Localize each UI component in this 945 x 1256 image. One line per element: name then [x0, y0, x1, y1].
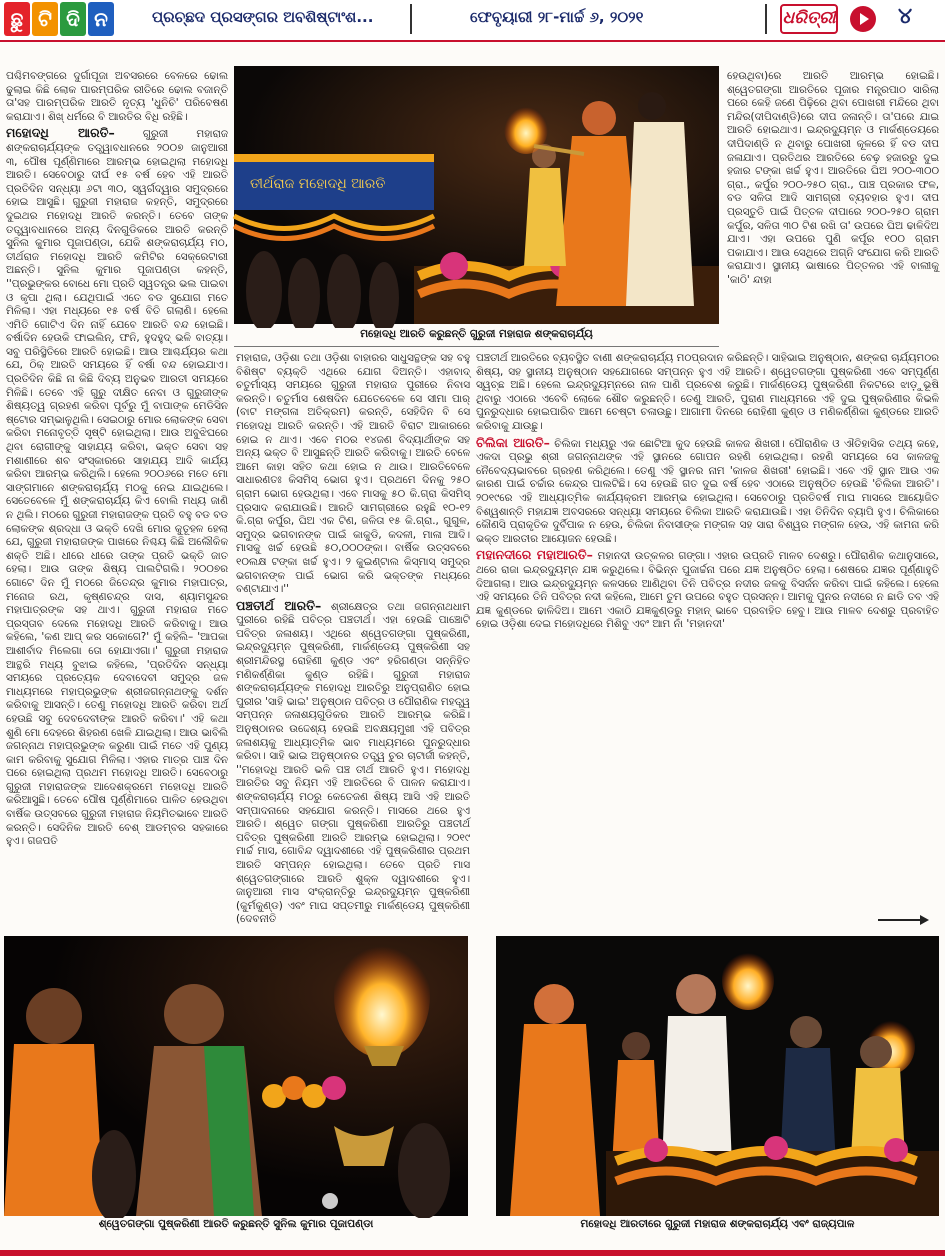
article-paragraph: ମହାନଦୀରେ ମହାଆରତି– ମହାନଦୀ ଉତ୍କଳର ଗଙ୍ଗା। ଏହାର ଉପ୍ରତି ମାଳବ ଦେଶରୁ। ପୌରାଣିକ କଥାନୁସାରେ, ଥରେ ରାଜା ଇନ୍ଦ୍ରଦ୍ୟୁମ୍ନ ଯଜ୍ଞ କରୁଥିଲେ। ବିଭିନ୍ନ ପୁଜାର୍ଚ୍ଚନା ପରେ ଯଜ୍ଞ ଅନୁଷ୍ଠିତ ହେଲା। ଶେଷରେ ଯଜ୍ଞର ପୂର୍ଣ୍ଣାହୁତି ଦିଆଗଲା। ଆଉ ଇନ୍ଦ୍ରଦ୍ୟୁମ୍ନ କଳସରେ ଆଣିଥିବା ତିନି ପବିତ୍ର ନଦୀର ଜଳକୁ ବିସର୍ଜନ କରିବା ପାଇଁ କହିଲେ। ହେଲେ ଏହି ସମୟରେ ତିନି ପବିତ୍ର ନଦୀ କହିଲେ, ଆମେ ତୁମ ଉପରେ ବହୁତ ପ୍ରସନ୍ନ। ଆମକୁ ପୁନର ନଦୀରେ ନ ଛାଡି ତବ ଏହି ଯଜ୍ଞ କୁଣ୍ଡରେ ଢାଳିଦିଅ। ଆମେ ଏକାଠି ଯଜ୍ଞକୁଣ୍ଡରୁ ମହାନ୍ ଭାବେ ପ୍ରବାହିତ ହେବୁ। ଆଉ ମାଳବ ଦେଶରୁ ପ୍ରବାହିତ ହୋଇ ଓଡ଼ିଶା ଦେଇ ମହୋଦଧିରେ ମିଶିବୁ ଏବଂ ଆମ ନାଁ 'ମହାନଦୀ': [476, 547, 939, 631]
logo-letter: ଟି: [32, 2, 58, 36]
section-title: ପ୍ରଚ୍ଛଦ ପ୍ରସଙ୍ଗର ଅବଶିଷ୍ଟାଂଶ...: [152, 8, 374, 26]
subheading: ମହୋଦଧି ଆରତି–: [6, 125, 115, 141]
article-paragraph: ପଶ୍ଚିମବଙ୍ଗରେ ଦୁର୍ଗାପୂଜା ଅବସରରେ ବେଳରେ ଢୋଲ ଢୁଲାଇ କିଛି ଲୋକ ପାରମ୍ପରିକ ରୀତିରେ ଢୋଲ ବଜାନ୍ତି ତା'ସହ ପାରମ୍ପରିକ ଆରତି ନୃତ୍ୟ 'ଧୁନିଚି' ପରିବେଷଣ କରାଯାଏ। ଶିଖ୍ ଧର୍ମରେ ବି ଆରତିର ବିଧି ରହିଛି।: [6, 70, 228, 123]
subheading: ପଞ୍ଚତୀର୍ଥ ଆରତି–: [236, 597, 322, 613]
photo-mahodadhi-governor: [496, 936, 939, 1216]
article-column-3: [476, 352, 939, 912]
header-divider: [410, 4, 412, 34]
article-paragraph: ପଞ୍ଚତୀର୍ଥ ଆରତିରେ ବ୍ୟବସ୍ଥିତ ବାଣୀ ଶଙ୍କରାଚାର୍ଯ୍ୟ ମଠପ୍ରଦାନ କରିଛନ୍ତି। ସାହିଭାଇ ଅନୁଷ୍ଠାନ, ଶଙ୍କରା ଚାର୍ଯ୍ୟମଠର ଶିଷ୍ୟ, ସହ ସ୍ଥାନୀୟ ଅନୁଷ୍ଠାନ ସହଯୋଗରେ ସମ୍ପନ୍ନ ହୁଏ ଏହି ଆରତି। ଶ୍ୱେତଗଙ୍ଗା ପୁଷ୍କରିଣୀ ଏବେ ସମ୍ପୂର୍ଣ୍ଣ ସ୍ୱଚ୍ଛ ଅଛି। ହେଲେ ଇନ୍ଦ୍ରଦ୍ୟୁମ୍ନରେ ନାଳ ପାଣି ପ୍ରବେଶ କରୁଛି। ମାର୍କଣ୍ଡେୟ ପୁଷ୍କରିଣୀ ନିକଟରେ ଝାଡ଼ୁଭୂଷି ଥିବାରୁ ଏଠାରେ ଏବେବି ଲୋକେ ଶୌଚ କରୁଛନ୍ତି। ତେଣୁ ଆରତି, ପୁରାଣ ମାଧ୍ୟମରେ ଏହି ଦୁଇ ପୁଷ୍କରିଣୀର କିଭଳି ପୁନରୁଦ୍ଧାର ହୋଇପାରିବ ଆମେ ଚେଷ୍ଟା ଚଳାଉଛୁ। ଆଗାମୀ ଦିନରେ ରୋହିଣୀ କୁଣ୍ଡ ଓ ମଣିକର୍ଣ୍ଣିକା କୁଣ୍ଡରେ ଆରତି କରିବାକୁ ଯାଉଛୁ।: [476, 352, 939, 432]
article-paragraph: ଚିଲିକା ଆରତି– ଚିଲିକା ମଧ୍ୟରୁ ଏକ ଛୋଟିଆ କୁଦ ହେଉଛି କାଳଜ ଶିଖରୀ। ପୌରାଣିକ ଓ ଐତିହାସିକ ତଥ୍ୟ କହେ, ଏକଦା ପ୍ରଭୁ ଶ୍ରୀ ଜଗନ୍ନାଥଙ୍କ ଏହି ସ୍ଥାନରେ ଗୋପନ ରହଣି ହୋଇଥିଲା। ରହଣି ସମୟରେ ସେ କାଳଜକୁ ନୈବେଦ୍ୟଭାବରେ ଗ୍ରହଣ କରିଥିଲେ। ତେଣୁ ଏହି ସ୍ଥାନର ନାମ 'କାଳଜ ଶିଖରୀ' ହୋଇଛି। ଏବେ ଏହି ସ୍ଥାନ ଆଉ ଏକ କାରଣ ପାଇଁ ଚର୍ଚ୍ଚାର କେନ୍ଦ୍ର ପାଲଟିଛି। ସେ ହେଉଛି ଗତ ଦୁଇ ବର୍ଷ ହେବ ଏଠାରେ ଅନୁଷ୍ଠିତ ହେଉଛି 'ଚିଲିକା ଆରତି'। ୨୦୧୯ରେ ଏହି ଆଧ୍ୟାତ୍ମିକ କାର୍ଯ୍ୟକ୍ରମ ଆରମ୍ଭ ହୋଇଥିଲା। ସେବେଠାରୁ ପ୍ରତିବର୍ଷ ମାଘ ମାସରେ ଆୟୋଜିତ ବିଶ୍ୱଶାନ୍ତି ମହାଯଜ୍ଞ ଅବସରରେ ସନ୍ଧ୍ୟା ସମୟରେ ଚିଲିକା ଆରତି କରାଯାଉଛି। ଏହା ତିନିଦିନ ବ୍ୟାପି ହୁଏ। ଚିଲିକାରେ କୌଣସି ପ୍ରାକୃତିକ ଦୁର୍ବିପାକ ନ ହେଉ, ଚିଲିକା ନିବାସୀଙ୍କ ମଙ୍ଗଳ ସହ ସାରା ବିଶ୍ୱର ମଙ୍ଗଳ ହେଉ, ଏହି କାମନା କରି ଭକ୍ତ ଆରତୀର ଆୟୋଜନ ହେଉଛି।: [476, 434, 939, 545]
article-paragraph: ହେଉଥିବା)ରେ ଆରତି ଆରମ୍ଭ ହୋଇଛି। ଶ୍ୱେତଗଙ୍ଗା ଆରତିରେ ପୂଜାର ମନ୍ତ୍ରପାଠ ସାରିଲା ପରେ କେହି ଜଣେ ପିଢ଼ିରେ ଥିବା ପୋଖରୀ ମନ୍ଦିରେ ଥିବା ମନ୍ଦିର(ଦୀପିଦାଣ୍ଡି)ରେ ଦୀପ ଜଳାନ୍ତି। ତା'ପରେ ଯାଇ ଆରତି ହୋଇଥାଏ। ଇନ୍ଦ୍ରଦ୍ୟୁମ୍ନ ଓ ମାର୍କଣ୍ଡେୟରେ ଦୀପିଦାଣ୍ଡି ନ ଥିବାରୁ ପୋଖରୀ କୂଳରେ ହିଁ ବଡ ଦୀପ ଜଳାଯାଏ। ପ୍ରତିଥର ଆରତିରେ ବେଢ଼ ହଜାରରୁ ଦୁଇ ହଜାର ଟଙ୍କା ଖର୍ଚ୍ଚ ହୁଏ। ଆରତିରେ ଘିଅ ୨୦୦-୩୦୦ ଗ୍ରା., କର୍ପୁର ୨୦୦-୨୫୦ ଗ୍ରା., ପାଞ୍ଚ ପ୍ରକାର ଫଳ, ବଡ ସଳିତା ଆଦି ସାମଗ୍ରୀ ବ୍ୟବହାର ହୁଏ। ଦୀପ ପ୍ରସ୍ତୁତି ପାଇଁ ପିତ୍ତଳ ଦୀପାରେ ୨୦୦-୨୫୦ ଗ୍ରାମ କର୍ପୁର, ସଳିତା ୩୦ ଟିଶ ରଖି ତା' ଉପରେ ଘିଅ ଢାଳିଦିଅ ଯାଏ। ଏହା ଉପରେ ପୁଣି କର୍ପୂର ୧୦୦ ଗ୍ରାମ ପକାଯାଏ। ଆଉ ସେଥିରେ ଅଗ୍ନି ସଂଯୋଗ କରି ଆରତି କରାଯାଏ। ସ୍ଥାନୀୟ ଭାଷାରେ ପିତ୍ତଳର ଏହି ବାଲୀକୁ 'କାଠି' ନ୍ଦାହା: [727, 70, 939, 286]
caption-rule: [234, 346, 719, 347]
logo-letter: ନ: [88, 2, 114, 36]
photo-shwetaganga-aarti: [4, 936, 468, 1216]
photo-mahodadhi-aarti: [234, 66, 719, 324]
logo-letter: ଦି: [60, 2, 86, 36]
logo-letter: ଛୁ: [4, 2, 30, 36]
continue-arrow-icon: [878, 914, 930, 926]
photo-caption: ମହୋଦଧି ଆରତୀରେ ଗୁରୁଜୀ ମହାରାଜ ଶଙ୍କରାଚାର୍ଯ୍ୟ ଏବଂ ରାଜ୍ୟପାଳ: [496, 1218, 939, 1236]
photo-caption: ମହୋଦଧି ଆରତି କରୁଛନ୍ତି ଗୁରୁଜୀ ମହାରାଜ ଶଙ୍କରାଚାର୍ଯ୍ୟ: [234, 328, 719, 344]
issue-date: ଫେବୃୟାରୀ ୨୮-ମାର୍ଚ୍ଚ ୬, ୨୦୨୧: [470, 8, 644, 26]
banner-text: ତୀର୍ଥରାଜ ମହୋଦଧି ଆରତି: [250, 176, 386, 192]
header-divider: [765, 4, 767, 34]
article-column-2: [236, 352, 470, 926]
subheading-mahanadi: ମହାନଦୀରେ ମହାଆରତି–: [476, 547, 593, 563]
page-header: [0, 0, 945, 42]
article-paragraph: ମହାରାଜ, ଓଡ଼ିଶା ତଥା ଓଡ଼ିଶା ବାହାରର ସାଧୁସନ୍ଥଙ୍କ ସହ ବହୁ ବିଶିଷ୍ଟ ବ୍ୟକ୍ତି ଏଥିରେ ଯୋଗ ଦିଅନ୍ତି। ଏହାବାଦ୍ ଚତୁର୍ମାସ୍ୟ ସମୟରେ ଗୁରୁଜୀ ମହାରାଜ ପୁରୀରେ ନିବାସ କରନ୍ତି। ଚତୁର୍ମାସ ଶେଷଦିନ ଯେତେବେଳେ ସେ ସୀମା ପାର୍ (ବାଟ ମଙ୍ଗଳା ଅତିକ୍ରମ) କରନ୍ତି, ସେହିଦିନ ବି ସେ ମହୋଦଧି ଆରତି କରନ୍ତି। ଏହି ଆରତି ବିରାଟ ଆକାରରେ ହୋଇ ନ ଥାଏ। ଏବେ ମଠର ୧୪ଜଣ ବିଦ୍ୟାର୍ଥୀଙ୍କ ସହ ଅନ୍ୟ ଭକ୍ତ ବି ଆସୁଛନ୍ତି ଆରତି କରିବାକୁ। ଆରତି ବେଳେ ଆମେ କାହା ସହିତ କଥା ହୋଇ ନ ଥାଉ। ଆରତିବେଳେ ସାଧାରଣତଃ କିସମିସ୍ ଭୋଗ ହୁଏ। ପ୍ରଥମେ ଦିନକୁ ୨୫୦ ଗ୍ରାମ ଭୋଗ ହେଉଥିଲା। ଏବେ ମାସକୁ ୫୦ କି.ଗ୍ରା କିସମିସ୍ ପ୍ରସାଦ କରାଯାଉଛି। ଆରତି ସାମଗ୍ରୀରେ ରହୁଛି ୧୦-୧୨ କି.ଗ୍ରା କର୍ପୁର, ଘିଅ ଏକ ଟିଣ, ଜଳିତା ୧୫ କି.ଗ୍ରା., ଗୁଗୁଳ, ସମୁଦ୍ର ଭଗବାନଙ୍କ ପାଇଁ କାକୁଡି, କଦଳୀ, ମାଳା ଆଦି। ମାସକୁ ଖର୍ଚ୍ଚ ହେଉଛି ୫୦,୦୦୦ଙ୍କା। ବାର୍ଷିକ ଉତ୍ସବରେ ୧୦ଲକ୍ଷ ଟଙ୍କା ଖର୍ଚ୍ଚ ହୁଏ। ୨ କୁଇଣ୍ଟାଲ କିସ୍‌ମାସ୍ ସମୁଦ୍ର ଭଗବାନଙ୍କ ପାଇଁ ଭୋଗ କରି ଭକ୍ତଙ୍କ ମଧ୍ୟରେ ବଣ୍ଟାଯାଏ।'': [236, 352, 470, 596]
aarti-photo-illustration: [4, 936, 468, 1216]
subheading-chilika: ଚିଲିକା ଆରତି–: [476, 434, 550, 450]
section-logo: [4, 2, 114, 38]
article-paragraph: ପଞ୍ଚତୀର୍ଥ ଆରତି– ଶ୍ରୀକ୍ଷେତ୍ର ତଥା ଜଗନ୍ନାଥଧାମ ପୁରୀରେ ରହିଛି ପବିତ୍ର ପଞ୍ଚତୀର୍ଥ। ଏହା ହେଉଛି ପାଞ୍ଚୋଟି ପବିତ୍ର ଜଳାଶୟ। ଏଥିରେ ଶ୍ୱେତଗଙ୍ଗା ପୁଷ୍କରିଣୀ, ଇନ୍ଦ୍ରଦ୍ୟୁମ୍ନ ପୁଷ୍କରିଣୀ, ମାର୍କଣ୍ଡେୟ ପୁଷ୍କରିଣୀ ସହ ଶ୍ରୀମନ୍ଦିରସ୍ଥ ରୋହିଣୀ କୁଣ୍ଡ ଏବଂ ହରିଗଣ୍ଡା ସନ୍ନିହିତ ମଣିକର୍ଣ୍ଣିକା କୁଣ୍ଡ ରହିଛି। ଗୁରୁଜୀ ମହାରାଜ ଶଙ୍କରାଚାର୍ଯ୍ୟଙ୍କ ମହୋଦଧି ଆରତିରୁ ଅନୁପ୍ରାଣିତ ହୋଇ ପୁରୀର 'ସାହି ଭାଇ' ଅନୁଷ୍ଠାନ ପବିତ୍ର ଓ ପୌରାଣିକ ମହତ୍ତ୍ୱ ସମ୍ପନ୍ନ ଜଳାଶୟଗୁଡିକର ଆରତି ଆରମ୍ଭ କରିଛି। ଅନୁଷ୍ଠାନର ଉଦ୍ଦେଶ୍ୟ ହେଉଛି ଅବକ୍ଷୟମୁଖୀ ଏହି ପବିତ୍ର ଜଳାଶୟକୁ ଆଧ୍ୟାତ୍ମିକ ଭାବ ମାଧ୍ୟମରେ ପୁନରୁଦ୍ଧାର କରିବା। ସାହି ଭାଇ ଅନୁଷ୍ଠାନର ତତ୍ତ୍ୱ ଚୁର ଚାଟାର୍ଜୀ କହନ୍ତି, ''ମହୋଦଧି ଆରତି ଭଳି ପଞ୍ଚ ତୀର୍ଥ ଆରତି ହୁଏ। ମହୋଦଧି ଆରତିର ସବୁ ନିୟମ ଏହି ଆରତିରେ ବି ପାଳନ କରାଯାଏ। ଶଙ୍କରାଚାର୍ଯ୍ୟ ମଠରୁ କେତେଜଣ ଶିଷ୍ୟ ଆସି ଏହି ଆରତି ସମ୍ପାଦନାରେ ସହଯୋଗ କରନ୍ତି। ମାସରେ ଥରେ ହୁଏ ଆରତି। ଶ୍ୱେତ ଗଙ୍ଗା ପୁଷ୍କରିଣୀ ଆରତିରୁ ପଞ୍ଚତୀର୍ଥ ପବିତ୍ର ପୁଷ୍କରିଣୀ ଆରତି ଆରମ୍ଭ ହୋଇଥିଲା। ୨୦୧୯ ମାର୍ଚ୍ଚ ମାସ, ଗୋବିନ୍ଦ ଦ୍ୱାଦଶୀରେ ଏହି ପୁଷ୍କରିଣୀର ପ୍ରଥମ ଆରତି ସମ୍ପନ୍ନ ହୋଇଥିଲା। ତେବେ ପ୍ରତି ମାସ ଶ୍ୱେତଗଙ୍ଗାରେ ଆରତି ଶୁକ୍ଳ ଦ୍ୱାଦଶୀରେ ହୁଏ। ଜାନୁଆରୀ ମାସ ସଂକ୍ରାନ୍ତିରୁ ଇନ୍ଦ୍ରଦ୍ୟୁମ୍ନ ପୁଷ୍କରିଣୀ (କୁର୍ମକୁଣ୍ଡ) ଏବଂ ମାଘ ସପ୍ତମୀରୁ ମାର୍କଣ୍ଡେୟ ପୁଷ୍କରିଣୀ (ଦେବନୀତି: [236, 597, 470, 926]
page-number: ୪: [898, 4, 913, 29]
article-paragraph: ମହୋଦଧି ଆରତି– ଗୁରୁଜୀ ମହାରାଜ ଶଙ୍କରାଚାର୍ଯ୍ୟଙ୍କ ତତ୍ତ୍ୱାବଧାନରେ ୨୦୦୭ ଜାନୁଆରୀ ୩, ପୌଷ ପୂର୍ଣ୍ଣିମାରେ ଆରମ୍ଭ ହୋଇଥିଲା ମହୋଦଧି ଆରତି। ସେବେଠାରୁ ଦୀର୍ଘ ୧୫ ବର୍ଷ ହେବ ଏହି ଆରତି ପ୍ରତିଦିନ ସନ୍ଧ୍ୟା ୬ଟା ୩୦, ସ୍ୱର୍ଗଦ୍ୱାର ସମୁଦ୍ରରେ ହୋଇ ଆସୁଛି। ଗୁରୁଜୀ ମହାରାଜ କହନ୍ତି, ସମୁଦ୍ରରେ ଦୁଇଥର ମହୋଦଧି ଆରତି କରନ୍ତି। ତେବେ ତାଙ୍କ ତତ୍ତ୍ୱାବଧାନରେ ଅନ୍ୟ ଦିନଗୁଡିକରେ ଆରତି କରନ୍ତି ସୁନିଲ କୁମାର ପୂଜାପଣ୍ଡା, ଯେକି ଶଙ୍କରାଚାର୍ଯ୍ୟ ମଠ, ତୀର୍ଥରାଜ ମହୋଦଧି ଆରତି କମିଟିର ସେକ୍ରେଟାରୀ ଅଛନ୍ତି। ସୁନିଲ କୁମାର ପୂଜାପଣ୍ଡା କହନ୍ତି, ''ପ୍ରଭୁଙ୍କର ବୋଧେ ମୋ ପ୍ରତି ସ୍ୱତନ୍ତ୍ର ଭଲ ପାଇବା ଓ କୃପା ଥିଲା। ଯେଥିପାଇଁ ଏତେ ବଡ ସୁଯୋଗ ମତେ ମିଳିଲା। ଏହା ମଧ୍ୟରେ ୧୫ ବର୍ଷ ବିତି ଗଲାଣି। ହେଲେ ଏମିତି ଗୋଟିଏ ଦିନ ନାହିଁ ଯେବେ ଆରତି ବନ୍ଦ ହୋଇଛି। ବର୍ଷାଦିନ ହେଉକି ଫାଇଲିନ୍, ଫନି, ହୁଦହୁଦ୍ ଭଳି ବାତ୍ୟା। ସବୁ ପରିସ୍ଥିତିରେ ଆରତି ହୋଇଛି। ଆଉ ଆଶ୍ଚର୍ଯ୍ୟର କଥା ଯେ, ଠିକ୍ ଆରତି ସମୟରେ ହିଁ ବର୍ଷା ବନ୍ଦ ହୋଇଯାଏ। ପ୍ରତିଦିନ କିଛି ନା କିଛି ଦିବ୍ୟ ଅନୁଭବ ଆରତୀ ସମୟରେ ମିଳିଛି। ତେବେ ଏହି ଗୁରୁ ଦୀକ୍ଷିତ ନେବା ଓ ଗୁରୁଜୀଙ୍କ ଶିଷ୍ୟତ୍ୱ ଗ୍ରହଣ କରିବା ପୂର୍ବରୁ ମୁଁ ବାପାଙ୍କ ମେଡିସିନ ଷ୍ଟୋର ସମ୍ଭାଳୁଥିଲି। ସେଇଠାରୁ ମୋର ଲୋକଙ୍କ ସେବା କରିବା ମନୋବୃତ୍ତି ସୃଷ୍ଟି ହୋଇଥିଲା। ଆଉ ଅବୁଝିଘରେ ଥିବା ରୋଗୀଙ୍କୁ ସାହାଯ୍ୟ କରିବା, ଭକ୍ତ ସେବା ସହ ମଶାଣୀରେ ଶବ ସଂସ୍କାରରେ ସାହାଯ୍ୟ ଆଦି କାର୍ଯ୍ୟ କରିବା ଆରମ୍ଭ କରିଥିଲି। ହେଲେ ୨୦୦୬ରେ ମତେ ମୋ ସାଙ୍ଗମାନେ ଶଙ୍କରାଚାର୍ଯ୍ୟ ମଠକୁ ନେଇ ଯାଇଥିଲେ। ସେତେବେଳେ ମୁଁ ଶଙ୍କରାଚାର୍ଯ୍ୟ କିଏ ବୋଲି ମଧ୍ୟ ଜାଣି ନ ଥିଲି। ମଠରେ ଗୁରୁଜୀ ମହାରାଜଙ୍କ ପ୍ରତି ବହୁ ବଡ ବଡ ଲୋକଙ୍କ ଶ୍ରଦ୍ଧା ଓ ଭକ୍ତି ଦେଖି ମୋର କୁତୂହଳ ହେଲା ଯେ, ଗୁରୁଜୀ ମହାରାଜଙ୍କ ପାଖରେ ନିଶ୍ଚୟ କିଛି ଅଲୌକିକ ଶକ୍ତି ଅଛି। ଧୀରେ ଧୀରେ ତାଙ୍କ ପ୍ରତି ଭକ୍ତି ଜାତ ହେଲା। ଆଉ ତାଙ୍କ ଶିଷ୍ୟ ପାଲଟିଗଲି। ୨୦୦୭ର ଗୋଟେ ଦିନ ମୁଁ ମଠରେ ଜିତେନ୍ଦ୍ର କୁମାର ମହାପାତ୍ର, ମନୋଜ ରଥ, କୃଷ୍ଣଚନ୍ଦ୍ର ଦାସ, ଶ୍ୟାମସୁନ୍ଦର ମହାପାତ୍ରଙ୍କ ସହ ଥାଏ। ଗୁରୁଜୀ ମହାରାଜ ମତେ ପ୍ରସ୍ତାବ ଦେଲେ ମହୋଦଧି ଆରତି କରିବାକୁ। ଆଉ କହିଲେ, 'କଣ ଆପ୍ କର ସକୋଗେ?' ମୁଁ କହିଲି– 'ଆପକା ଆଶୀର୍ବାଦ ମିଲେଗା ତୋ ହୋଯାଏଗା।' ଗୁରୁଜୀ ମହାରାଜ ଆନ୍ଥରି ମଧ୍ୟ ବୁଝାଇ କହିଲେ, 'ପ୍ରତିଦିନ ସନ୍ଧ୍ୟା ସମୟରେ ପ୍ରତ୍ୟେକ ଦେବାଦେବୀ ସମୁଦ୍ର ଜଳ ମାଧ୍ୟମରେ ମହାପ୍ରଭୁଙ୍କ ଶ୍ରୀଜଗନ୍ନାଥଙ୍କୁ ଦର୍ଶନ କରିବାକୁ ଆସନ୍ତି। ତେଣୁ ମହୋଦଧି ଆରତି କରିବା ଅର୍ଥ ହେଉଛି ସବୁ ଦେବଦେବୀଙ୍କ ଆରତି କରିବା।' ଏହି କଥା ଶୁଣି ମୋ ଦେହରେ ଶିହରଣ ଖେଳି ଯାଇଥିଲା। ଆଉ ଭାବିଲି ଜଗନ୍ନାଥ ମହାପ୍ରଭୁଙ୍କ କରୁଣା ପାଇଁ ମତେ ଏହି ପୁଣ୍ୟ କାମ କରିବାକୁ ସୁଯୋଗ ମିଳିଲା। ଏହାର ମାତ୍ର ପାଞ୍ଚ ଦିନ ପରେ ହୋଇଥିଲା ପ୍ରଥମ ମହୋଦଧି ଆରତି। ସେବେଠାରୁ ଗୁରୁଜୀ ମହାରାଜଙ୍କ ଆଦେଶକ୍ରମେ ମହୋଦଧି ଆରତି କରିଆସୁଛି। ତେବେ ପୌଷ ପୂର୍ଣ୍ଣିମାରେ ପାଳିତ ହେଉଥିବା ବାର୍ଷିକ ଉତ୍ସବରେ ଗୁରୁଜୀ ମହାରାଜ ନିୟମିତଭାବେ ଆରତି କରନ୍ତି। ସେଦିନିକ ଆରତି ବେଶ୍ ଆଡମ୍ବର ସହକାରେ ହୁଏ। ଗଜପତି: [6, 125, 229, 848]
footer-bar: [0, 1250, 945, 1256]
aarti-photo-illustration: [234, 66, 719, 324]
aarti-photo-illustration: [496, 936, 939, 1216]
play-icon: [850, 6, 876, 32]
article-column-3-top: [727, 70, 939, 350]
photo-caption: ଶ୍ୱେତଗଙ୍ଗା ପୁଷ୍କରିଣୀ ଆରତି କରୁଛନ୍ତି ସୁନିଲ କୁମାର ପୂଜାପଣ୍ଡା: [4, 1218, 468, 1236]
article-column-1: [6, 70, 228, 918]
brand-logo: ଧରିତ୍ରୀ: [780, 4, 838, 34]
